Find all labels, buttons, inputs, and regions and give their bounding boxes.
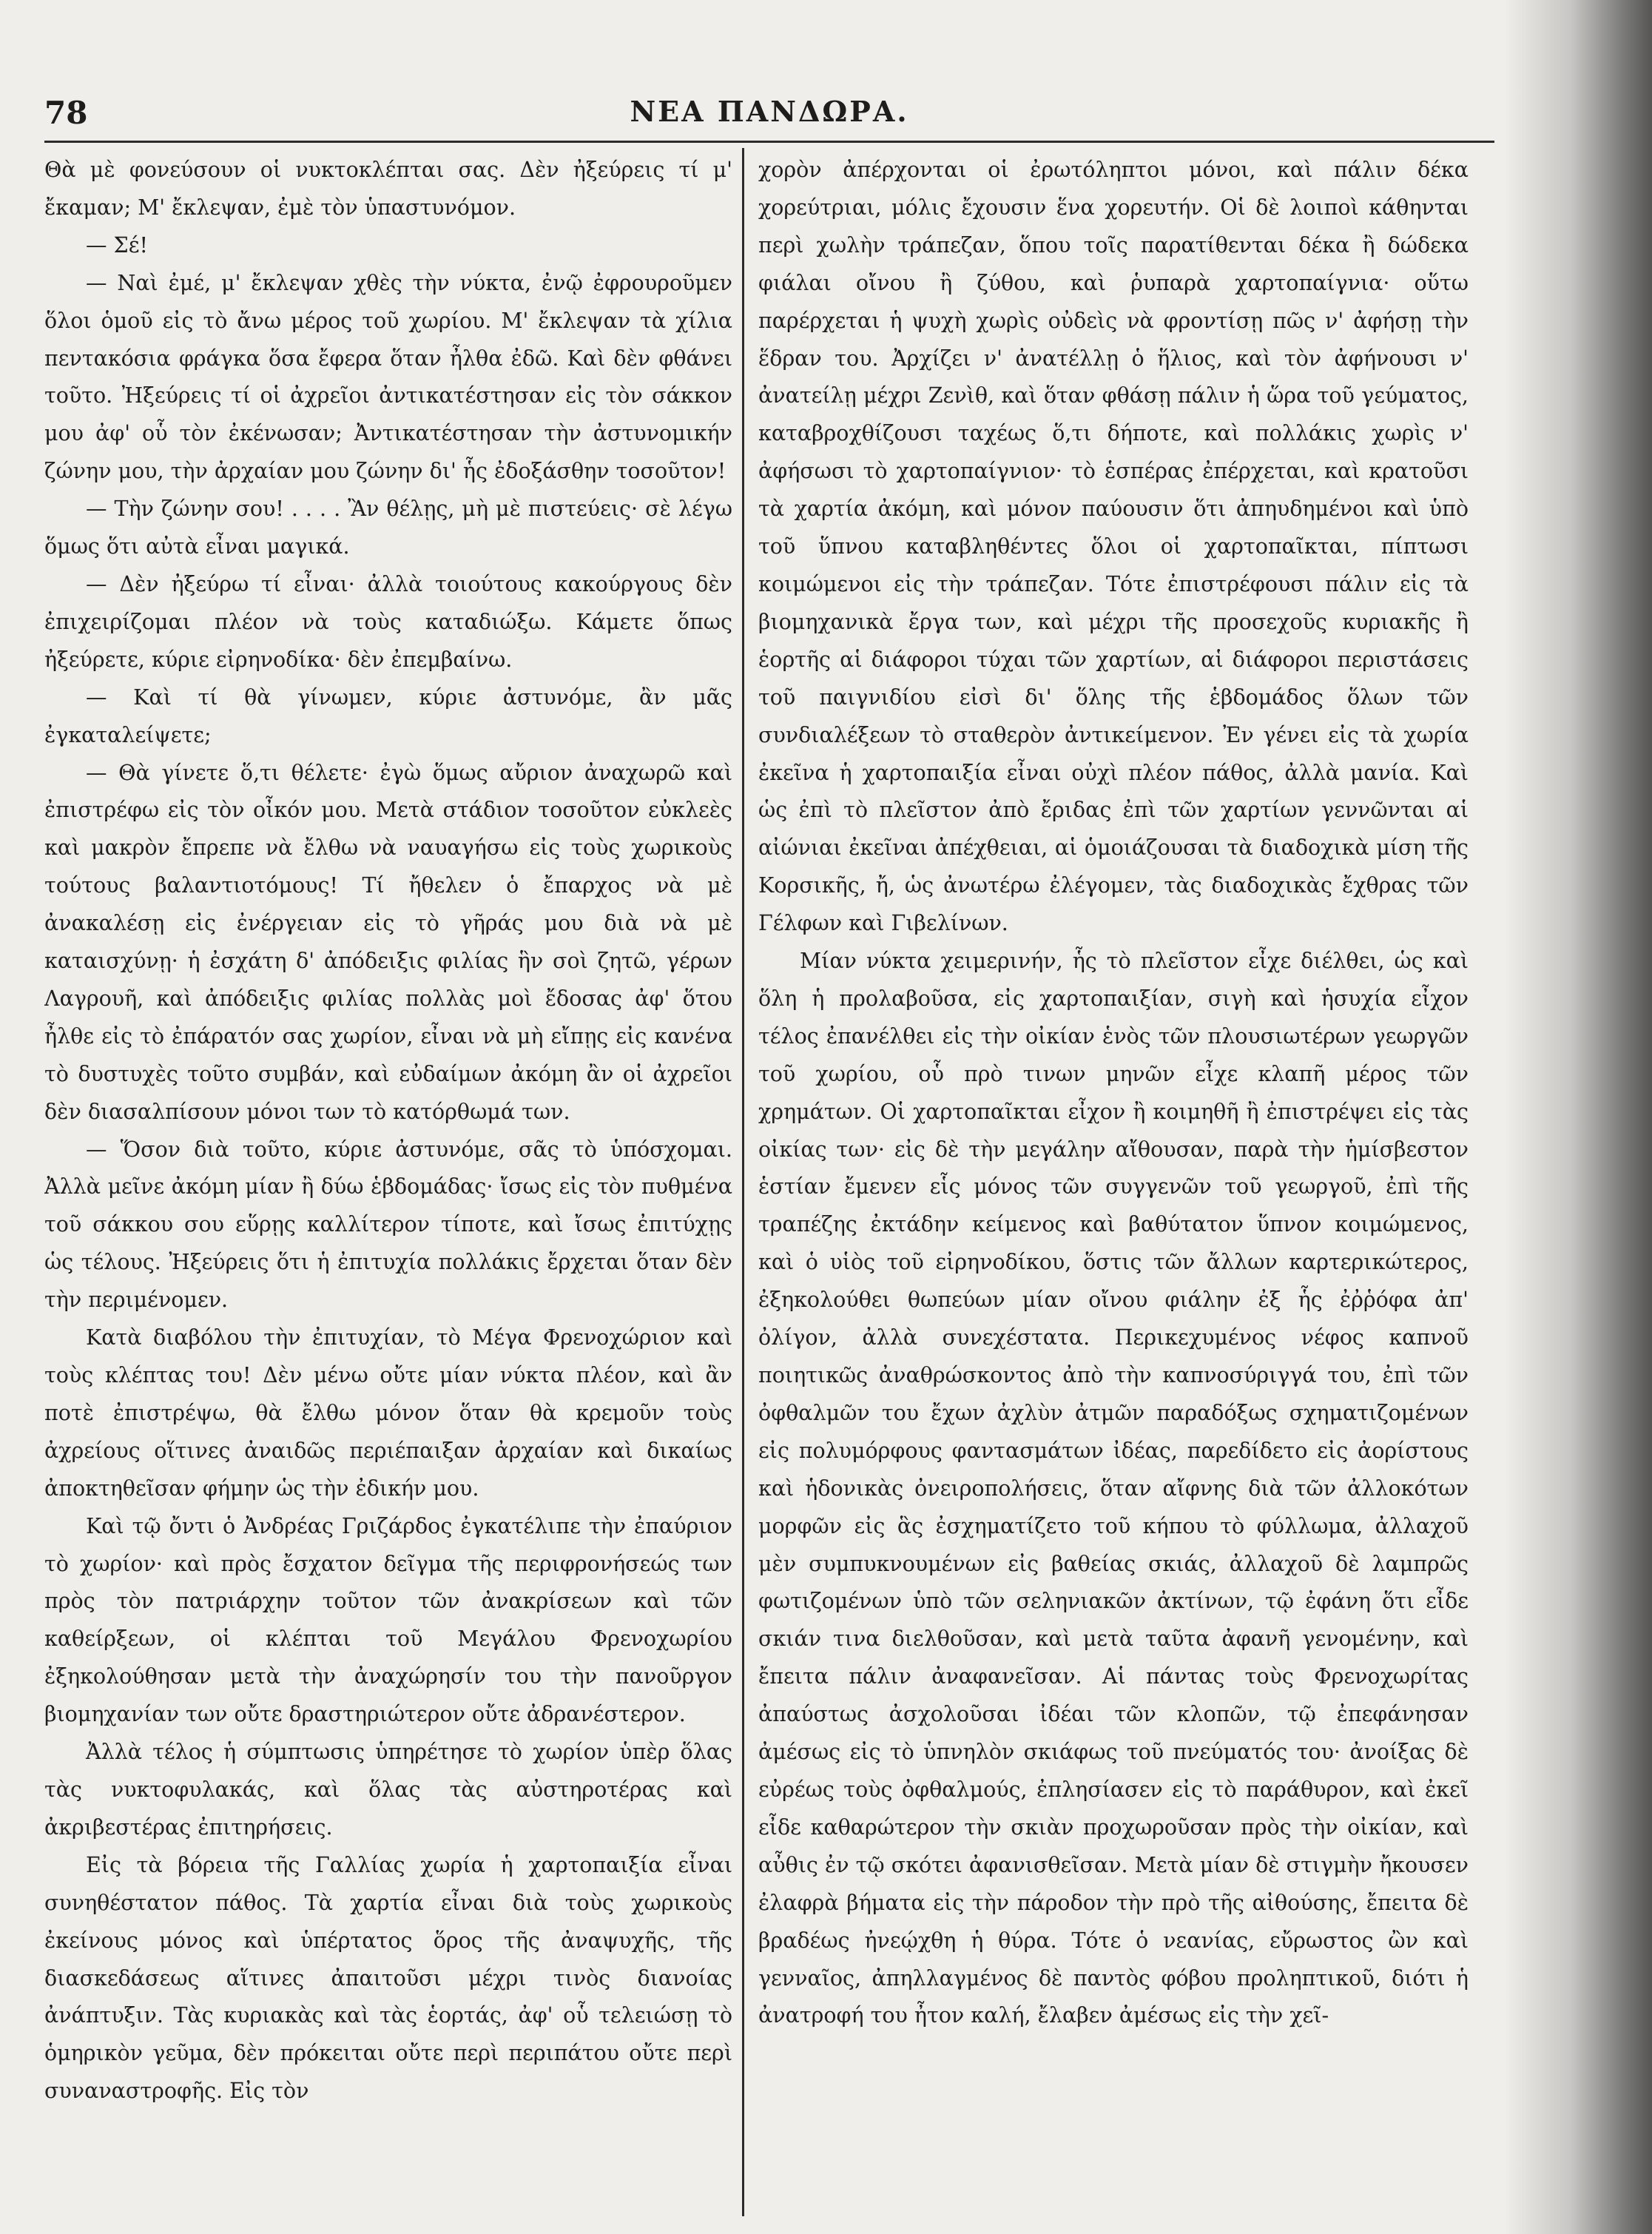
page-number: 78 <box>44 95 88 131</box>
column-divider <box>742 148 744 2216</box>
paragraph: — Θὰ γίνετε ὅ,τι θέλετε· ἐγὼ ὅμως αὔριον ἀναχωρῶ καὶ ἐπιστρέφω εἰς τὸν οἶκόν μου. Μετὰ στάδιον τοσοῦτον εὐκλεὲς καὶ μακρὸν ἔπρεπε νὰ ἔλθω νὰ ναυαγήσω εἰς τοὺς χωρικοὺς τούτους βαλαντιοτόμους! Τί ἤθελεν ὁ ἔπαρχος νὰ μὲ ἀνακαλέσῃ εἰς ἐνέργειαν εἰς τὸ γῆράς μου διὰ νὰ μὲ καταισχύνῃ· ἡ ἐσχάτη δ' ἀπόδειξις φιλίας ἣν σοὶ ζητῶ, γέρων Λαγρουῆ, καὶ ἀπόδειξις φιλίας πολλὰς μοὶ ἔδοσας ἀφ' ὅτου ἦλθε εἰς τὸ ἐπάρατόν σας χωρίον, εἶναι νὰ μὴ εἴπῃς εἰς κανένα τὸ δυστυχὲς τοῦτο συμβάν, καὶ εὐδαίμων ἀκόμη ἂν οἱ ἀχρεῖοι δὲν διασαλπίσουν μόνοι των τὸ κατόρθωμά των. <box>44 760 732 1124</box>
page-binding-shadow <box>1504 0 1652 2234</box>
paragraph: — Σέ! <box>86 232 148 258</box>
paragraph: — Τὴν ζώνην σου! . . . . Ἂν θέλῃς, μὴ μὲ πιστεύεις· σὲ λέγω ὅμως ὅτι αὐτὰ εἶναι μαγικά. <box>44 497 732 559</box>
paragraph: — Καὶ τί θὰ γίνωμεν, κύριε ἀστυνόμε, ἂν μᾶς ἐγκαταλείψετε; <box>44 684 732 747</box>
paragraph: Θὰ μὲ φονεύσουν οἱ νυκτοκλέπται σας. Δὲν ἠξεύρεις τί μ' ἔκαμαν; Μ' ἔκλεψαν, ἐμὲ τὸν ὑπαστυνόμον. <box>44 158 732 220</box>
paragraph: Καὶ τῷ ὄντι ὁ Ἀνδρέας Γριζάρδος ἐγκατέλιπε τὴν ἐπαύριον τὸ χωρίον· καὶ πρὸς ἔσχατον δεῖγμα τῆς περιφρονήσεώς των πρὸς τὸν πατριάρχην τοῦτον τῶν ἀνακρίσεων καὶ τῶν καθείρξεων, οἱ κλέπται τοῦ Μεγάλου Φρενοχωρίου ἐξηκολούθησαν μετὰ τὴν ἀναχώρησίν του τὴν πανοῦργον βιομηχανίαν των οὔτε δραστηριώτερον οὔτε ἀδρανέστερον. <box>44 1513 732 1727</box>
header-rule <box>44 141 1494 143</box>
paragraph: Μίαν νύκτα χειμερινήν, ἧς τὸ πλεῖστον εἶχε διέλθει, ὡς καὶ ὅλη ἡ προλαβοῦσα, εἰς χαρτοπαιξίαν, σιγὴ καὶ ἡσυχία εἶχον τέλος ἐπανέλθει εἰς τὴν οἰκίαν ἑνὸς τῶν πλουσιωτέρων γεωργῶν τοῦ χωρίου, οὗ πρὸ τινων μηνῶν εἶχε κλαπῆ μέρος τῶν χρημάτων. Οἱ χαρτοπαῖκται εἶχον ἢ κοιμηθῆ ἢ ἐπιστρέψει εἰς τὰς οἰκίας των· εἰς δὲ τὴν μεγάλην αἴθουσαν, παρὰ τὴν ἡμίσβεστον ἑστίαν ἔμενεν εἷς μόνος τῶν συγγενῶν τοῦ γεωργοῦ, ἐπὶ τῆς τραπέζης ἐκτάδην κείμενος καὶ βαθύτατον ὕπνον κοιμώμενος, καὶ ὁ υἱὸς τοῦ εἰρηνοδίκου, ὅστις τῶν ἄλλων καρτερικώτερος, ἐξηκολούθει θωπεύων μίαν οἴνου φιάλην ἐξ ἧς ἐῤῥόφα ἀπ' ὀλίγον, ἀλλὰ συνεχέστατα. Περικεχυμένος νέφος καπνοῦ ποιητικῶς ἀναθρώσκοντος ἀπὸ τὴν καπνοσύριγγά του, ἐπὶ τῶν ὀφθαλμῶν του ἔχων ἀχλὺν ἀτμῶν παραδόξως σχηματιζομένων εἰς πολυμόρφους φαντασμάτων ἰδέας, παρεδίδετο εἰς ἀορίστους καὶ ἡδονικὰς ὀνειροπολήσεις, ὅταν αἴφνης διὰ τῶν ἀλλοκότων μορφῶν εἰς ἃς ἐσχηματίζετο τοῦ κήπου τὸ φύλλωμα, ἀλλαχοῦ μὲν συμπυκνουμένων εἰς βαθείας σκιάς, ἀλλαχοῦ δὲ λαμπρῶς φωτιζομένων ὑπὸ τῶν σεληνιακῶν ἀκτίνων, τῷ ἐφάνη ὅτι εἶδε σκιάν τινα διελθοῦσαν, καὶ μετὰ ταῦτα ἀφανῆ γενομένην, καὶ ἔπειτα πάλιν ἀναφανεῖσαν. Αἱ πάντας τοὺς Φρενοχωρίτας ἀπαύστως ἀσχολοῦσαι ἰδέαι τῶν κλοπῶν, τῷ ἐπεφάνησαν ἀμέσως εἰς τὸ ὑπνηλὸν σκιάφως τοῦ πνεύματός του· ἀνοίξας δὲ εὐρέως τοὺς ὀφθαλμούς, ἐπλησίασεν εἰς τὸ παράθυρον, καὶ ἐκεῖ εἶδε καθαρώτερον τὴν σκιὰν προχωροῦσαν πρὸς τὴν οἰκίαν, καὶ αὖθις ἐν τῷ σκότει ἀφανισθεῖσαν. Μετὰ μίαν δὲ στιγμὴν ἤκουσεν ἐλαφρὰ βήματα εἰς τὴν πάροδον τὴν πρὸ τῆς αἰθούσης, ἔπειτα δὲ βραδέως ἠνεῴχθη ἡ θύρα. Τότε ὁ νεανίας, εὔρωστος ὢν καὶ γενναῖος, ἀπηλλαγμένος δὲ παντὸς φόβου προληπτικοῦ, διότι ἡ ἀνατροφή του ἦτον καλή, ἔλαβεν ἀμέσως εἰς τὴν χεῖ- <box>758 949 1469 2028</box>
paragraph: — Ναὶ ἐμέ, μ' ἔκλεψαν χθὲς τὴν νύκτα, ἐνῷ ἐφρουροῦμεν ὅλοι ὁμοῦ εἰς τὸ ἄνω μέρος τοῦ χωρίου. Μ' ἔκλεψαν τὰ χίλια πεντακόσια φράγκα ὅσα ἔφερα ὅταν ἦλθα ἐδῶ. Καὶ δὲν φθάνει τοῦτο. Ἠξεύρεις τί οἱ ἀχρεῖοι ἀντικατέστησαν εἰς τὸν σάκκον μου ἀφ' οὗ τὸν ἐκένωσαν; Ἀντικατέστησαν τὴν ἀστυνομικήν ζώνην μου, τὴν ἀρχαίαν μου ζώνην δι' ἧς ἐδοξάσθην τοσοῦτον! <box>44 270 732 484</box>
running-head: ΝΕΑ ΠΑΝΔΩΡΑ. <box>630 95 909 128</box>
right-column <box>758 152 1469 2216</box>
paragraph: Κατὰ διαβόλου τὴν ἐπιτυχίαν, τὸ Μέγα Φρενοχώριον καὶ τοὺς κλέπτας του! Δὲν μένω οὔτε μίαν νύκτα πλέον, καὶ ἂν ποτὲ ἐπιστρέψω, θὰ ἔλθω μόνον ὅταν θὰ κρεμοῦν τοὺς ἀχρείους οἵτινες ἀναιδῶς περιέπαιξαν ἀρχαίαν καὶ δικαίως ἀποκτηθεῖσαν φήμην ὡς τὴν ἐδικήν μου. <box>44 1325 732 1501</box>
paragraph: Ἀλλὰ τέλος ἡ σύμπτωσις ὑπηρέτησε τὸ χωρίον ὑπὲρ ὅλας τὰς νυκτοφυλακάς, καὶ ὅλας τὰς αὐστηροτέρας καὶ ἀκριβεστέρας ἐπιτηρήσεις. <box>44 1740 732 1840</box>
paragraph: — Ὅσον διὰ τοῦτο, κύριε ἀστυνόμε, σᾶς τὸ ὑπόσχομαι. Ἀλλὰ μεῖνε ἀκόμη μίαν ἢ δύω ἑβδομάδας· ἴσως εἰς τὸν πυθμένα τοῦ σάκκου σου εὕρῃς καλλίτερον τίποτε, καὶ ἴσως ἐπιτύχῃς ὡς τέλους. Ἠξεύρεις ὅτι ἡ ἐπιτυχία πολλάκις ἔρχεται ὅταν δὲν τὴν περιμένομεν. <box>44 1137 732 1313</box>
paragraph: χορὸν ἀπέρχονται οἱ ἐρωτόληπτοι μόνοι, καὶ πάλιν δέκα χορεύτριαι, μόλις ἔχουσιν ἕνα χορευτήν. Οἱ δὲ λοιποὶ κάθηνται περὶ χωλὴν τράπεζαν, ὅπου τοῖς παρατίθενται δέκα ἢ δώδεκα φιάλαι οἴνου ἢ ζύθου, καὶ ῥυπαρὰ χαρτοπαίγνια· οὕτω παρέρχεται ἡ ψυχὴ χωρὶς οὐδεὶς νὰ φροντίσῃ πῶς ν' ἀφήσῃ τὴν ἕδραν του. Ἀρχίζει ν' ἀνατέλλῃ ὁ ἥλιος, καὶ τὸν ἀφήνουσι ν' ἀνατείλῃ μέχρι Ζενὶθ, καὶ ὅταν φθάσῃ πάλιν ἡ ὥρα τοῦ γεύματος, καταβροχθίζουσι ταχέως ὅ,τι δήποτε, καὶ πολλάκις χωρὶς ν' ἀφήσωσι τὸ χαρτοπαίγνιον· τὸ ἑσπέρας ἐπέρχεται, καὶ κρατοῦσι τὰ χαρτία ἀκόμη, καὶ μόνον παύουσιν ὅτι ἀπηυδημένοι καὶ ὑπὸ τοῦ ὕπνου καταβληθέντες ὅλοι οἱ χαρτοπαῖκται, πίπτωσι κοιμώμενοι εἰς τὴν τράπεζαν. Τότε ἐπιστρέφουσι πάλιν εἰς τὰ βιομηχανικὰ ἔργα των, καὶ μέχρι τῆς προσεχοῦς κυριακῆς ἢ ἑορτῆς αἱ διάφοροι τύχαι τῶν χαρτίων, αἱ διάφοροι περιστάσεις τοῦ παιγνιδίου εἰσὶ δι' ὅλης τῆς ἑβδομάδος ὅλων τῶν συνδιαλέξεων τὸ σταθερὸν ἀντικείμενον. Ἐν γένει εἰς τὰ χωρία ἐκεῖνα ἡ χαρτοπαιξία εἶναι οὐχὶ πλέον πάθος, ἀλλὰ μανία. Καὶ ὡς ἐπὶ τὸ πλεῖστον ἀπὸ ἔριδας ἐπὶ τῶν χαρτίων γεννῶνται αἱ αἰώνιαι ἐκεῖναι ἀπέχθειαι, αἱ ὁμοιάζουσαι τὰ διαδοχικὰ μίση τῆς Κορσικῆς, ἤ, ὡς ἀνωτέρω ἐλέγομεν, τὰς διαδοχικὰς ἔχθρας τῶν Γέλφων καὶ Γιβελίνων. <box>758 158 1469 936</box>
paragraph: Εἰς τὰ βόρεια τῆς Γαλλίας χωρία ἡ χαρτοπαιξία εἶναι συνηθέστατον πάθος. Τὰ χαρτία εἶναι διὰ τοὺς χωρικοὺς ἐκείνους μόνος καὶ ὑπέρτατος ὅρος τῆς ἀναψυχῆς, τῆς διασκεδάσεως αἵτινες ἀπαιτοῦσι μέχρι τινὸς διανοίας ἀνάπτυξιν. Τὰς κυριακὰς καὶ τὰς ἑορτάς, ἀφ' οὗ τελειώσῃ τὸ ὁμηρικὸν γεῦμα, δὲν πρόκειται οὔτε περὶ περιπάτου οὔτε περὶ συναναστροφῆς. Εἰς τὸν <box>44 1852 732 2104</box>
left-column <box>44 152 732 2216</box>
paragraph: — Δὲν ἠξεύρω τί εἶναι· ἀλλὰ τοιούτους κακούργους δὲν ἐπιχειρίζομαι πλέον νὰ τοὺς καταδιώξω. Κάμετε ὅπως ἠξεύρετε, κύριε εἰρηνοδίκα· δὲν ἐπεμβαίνω. <box>44 571 732 672</box>
